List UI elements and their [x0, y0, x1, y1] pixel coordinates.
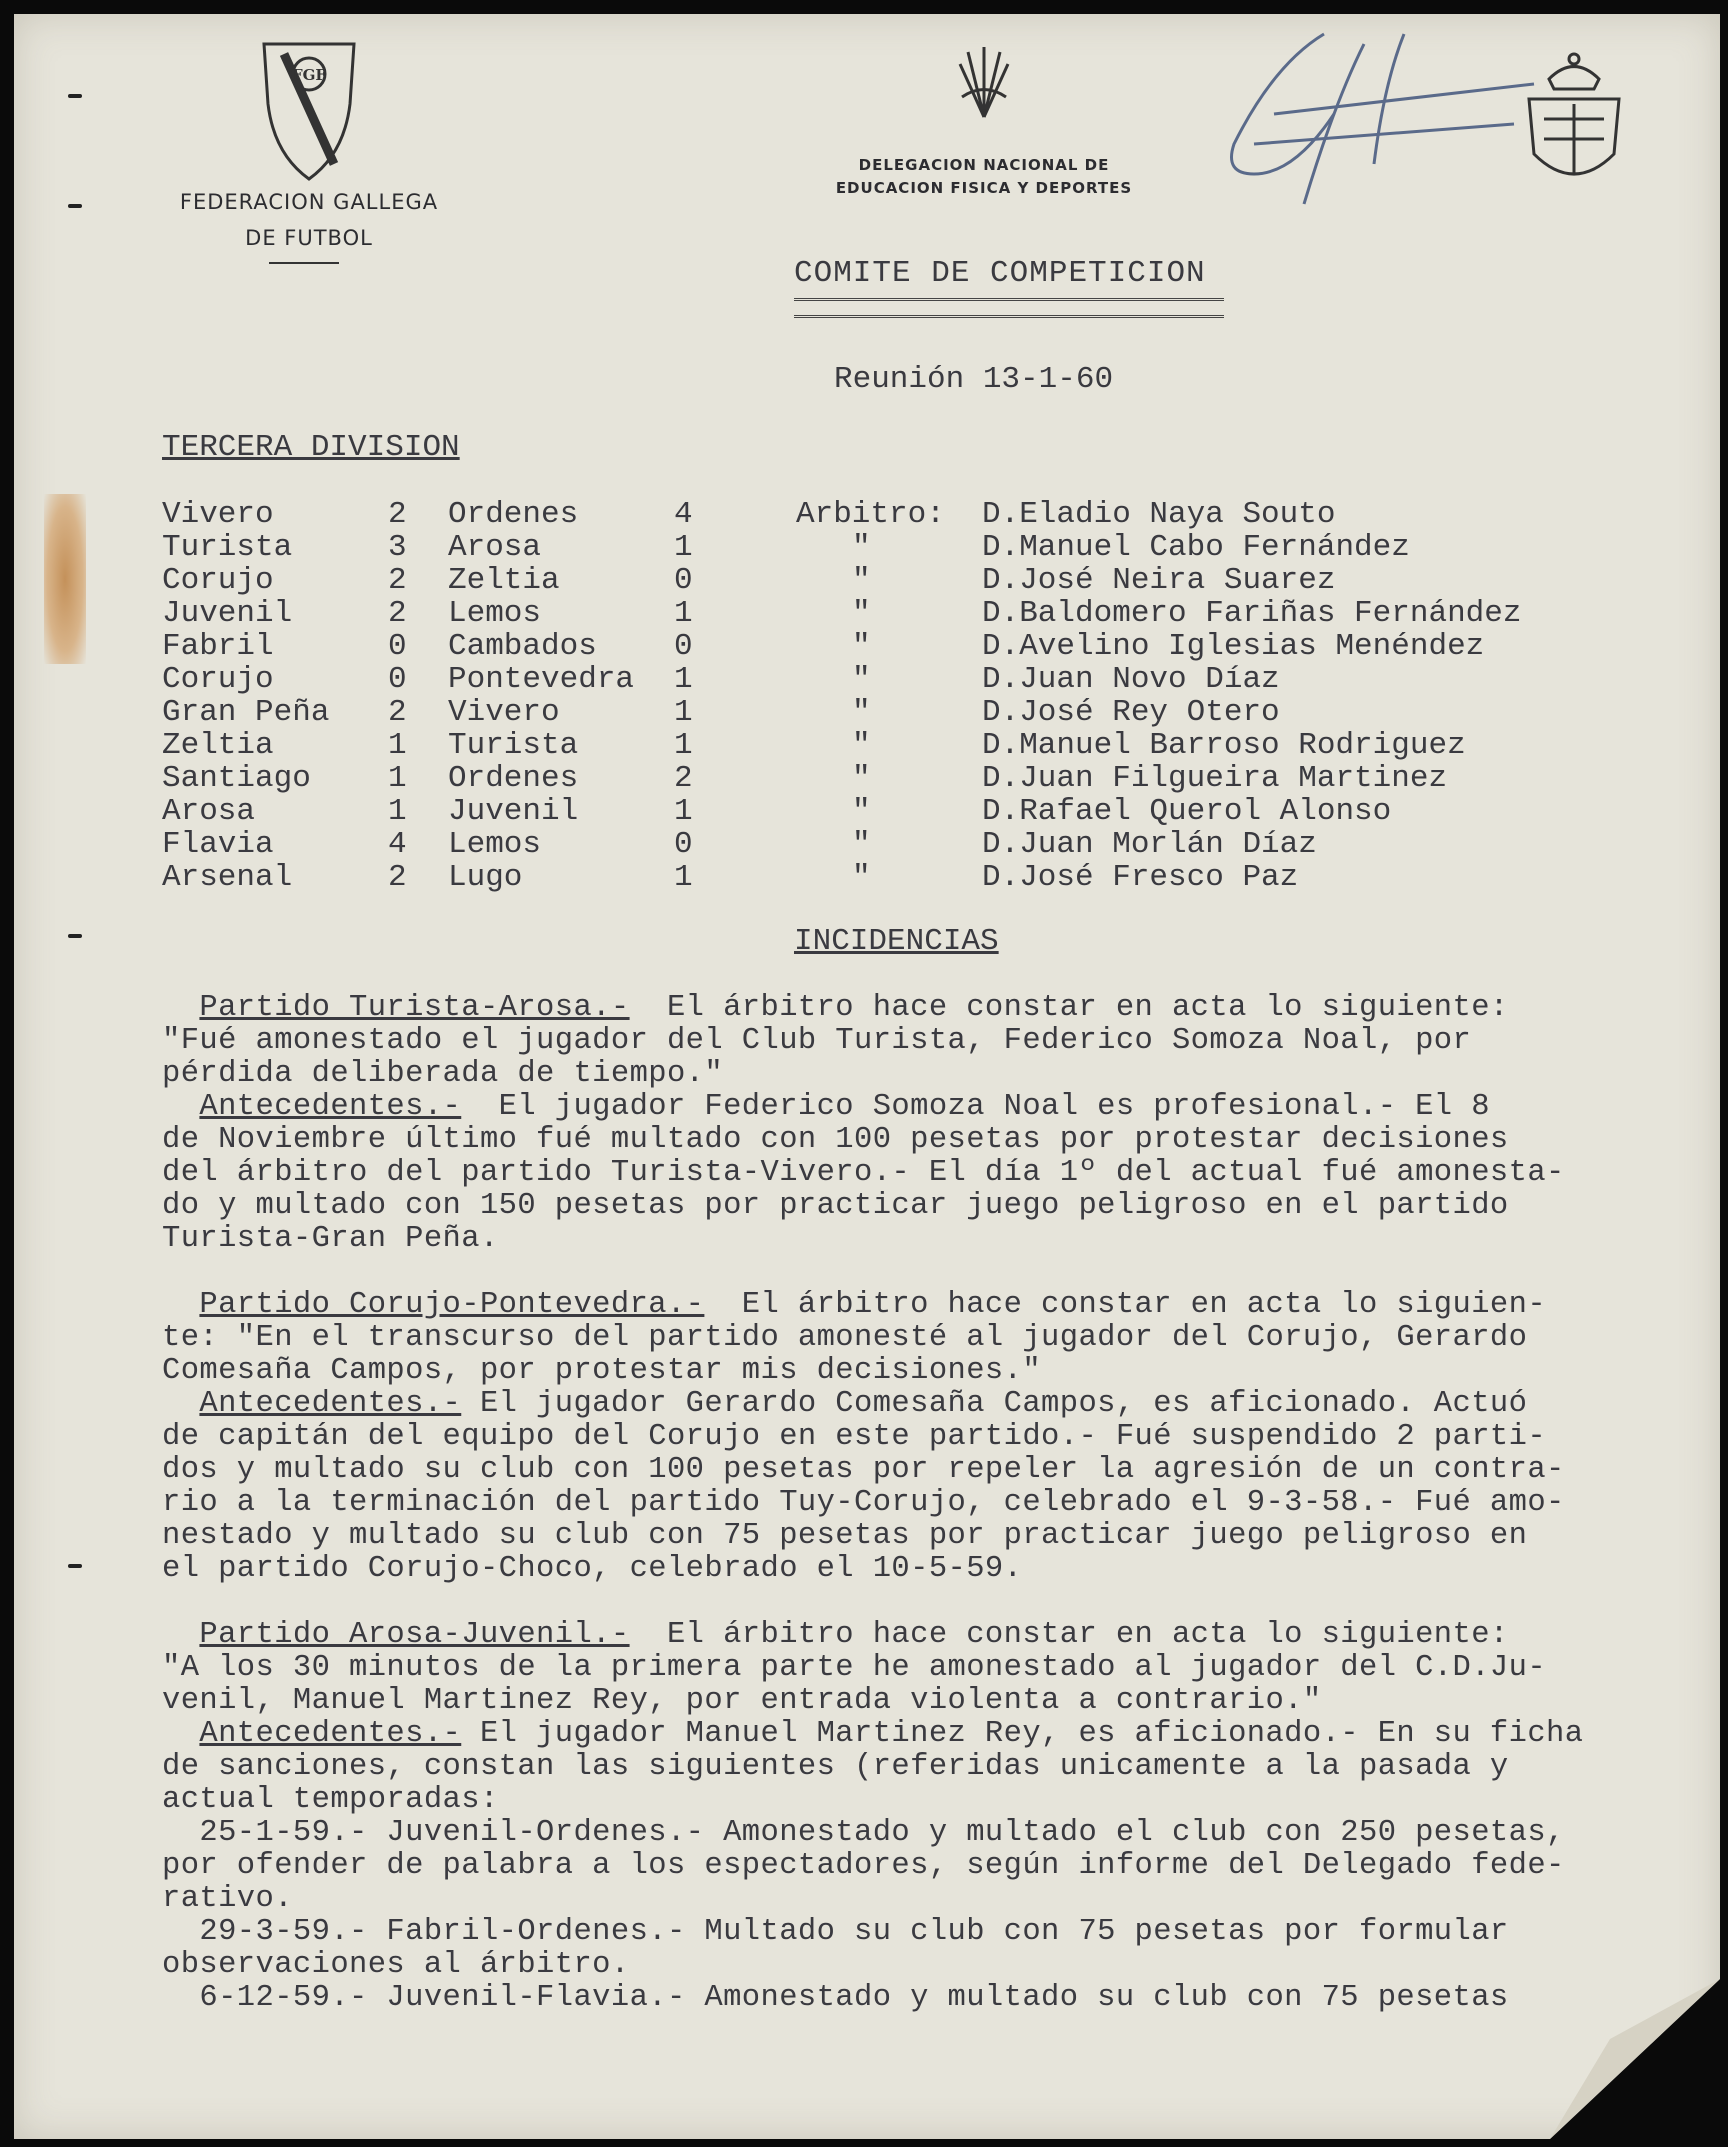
away-goals: 2 [674, 761, 693, 796]
paragraph-gap [162, 1256, 1720, 1289]
federation-name-line2: DE FUTBOL [245, 226, 373, 250]
home-goals: 2 [388, 695, 407, 730]
away-team: Turista [448, 728, 579, 763]
indent [162, 991, 199, 1025]
home-goals: 2 [388, 563, 407, 598]
referee-name: D.Avelino Iglesias Menéndez [982, 629, 1485, 664]
away-team: Arosa [448, 530, 542, 565]
away-goals: 1 [674, 794, 693, 829]
ditto-mark: " [852, 596, 871, 631]
text-line [162, 1751, 1720, 1784]
away-goals: 0 [674, 827, 693, 862]
line-text: Turista-Gran Peña. [162, 1222, 499, 1256]
home-team: Arsenal [162, 860, 293, 895]
away-goals: 0 [674, 629, 693, 664]
line-text: "Fué amonestado el jugador del Club Turista, Federico Somoza Noal, por [162, 1024, 1472, 1058]
line-text: dos y multado su club con 100 pesetas por repeler la agresión de un contra- [162, 1453, 1565, 1487]
underlined-heading: Antecedentes.- [199, 1387, 462, 1421]
away-team: Lemos [448, 596, 542, 631]
text-line [162, 1619, 1720, 1652]
line-text: te: "En el transcurso del partido amonesté al jugador del Corujo, Gerardo [162, 1321, 1528, 1355]
line-text: El jugador Federico Somoza Noal es profesional.- El 8 [461, 1090, 1490, 1124]
text-line [162, 1916, 1720, 1949]
referee-name: D.José Rey Otero [982, 695, 1280, 730]
line-text: de capitán del equipo del Corujo en este partido.- Fué suspendido 2 parti- [162, 1420, 1547, 1454]
home-team: Corujo [162, 563, 274, 598]
line-text: do y multado con 150 pesetas por practicar juego peligroso en el partido [162, 1189, 1509, 1223]
text-line [162, 1190, 1720, 1223]
delegation-name-line2: EDUCACION FISICA Y DEPORTES [835, 179, 1133, 197]
ditto-mark: " [852, 563, 871, 598]
line-text: del árbitro del partido Turista-Vivero.- El día 1º del actual fué amonesta- [162, 1156, 1565, 1190]
referee-name: D.Juan Morlán Díaz [982, 827, 1317, 862]
away-team: Cambados [448, 629, 597, 664]
text-line [162, 1421, 1720, 1454]
text-line [162, 1487, 1720, 1520]
underlined-heading: Partido Arosa-Juvenil.- [199, 1618, 630, 1652]
referee-name: D.Rafael Querol Alonso [982, 794, 1392, 829]
line-text: observaciones al árbitro. [162, 1948, 630, 1982]
referee-name: D.Juan Filgueira Martinez [982, 761, 1448, 796]
ditto-mark: " [852, 761, 871, 796]
away-goals: 1 [674, 695, 693, 730]
home-goals: 2 [388, 497, 407, 532]
away-goals: 1 [674, 728, 693, 763]
text-line [162, 1817, 1720, 1850]
document-page [14, 14, 1720, 2139]
line-text: El jugador Gerardo Comesaña Campos, es aficionado. Actuó [461, 1387, 1528, 1421]
home-team: Arosa [162, 794, 256, 829]
text-line [162, 1685, 1720, 1718]
text-line [162, 1520, 1720, 1553]
text-line [162, 1982, 1720, 2015]
referee-name: D.José Fresco Paz [982, 860, 1299, 895]
ditto-mark: " [852, 662, 871, 697]
away-team: Ordenes [448, 497, 579, 532]
ditto-mark: " [852, 530, 871, 565]
referee-label: Arbitro: [796, 497, 945, 532]
ditto-mark: " [852, 827, 871, 862]
meeting-date: Reunión 13-1-60 [834, 362, 1114, 397]
away-goals: 1 [674, 662, 693, 697]
home-goals: 4 [388, 827, 407, 862]
away-goals: 1 [674, 530, 693, 565]
text-line [162, 1454, 1720, 1487]
binder-hole-mark [68, 934, 82, 938]
underlined-heading: Antecedentes.- [199, 1090, 462, 1124]
ditto-mark: " [852, 794, 871, 829]
text-line [162, 1949, 1720, 1982]
away-goals: 4 [674, 497, 693, 532]
page-title: COMITE DE COMPETICION [794, 256, 1206, 291]
line-text: por ofender de palabra a los espectadores, según informe del Delegado fede- [162, 1849, 1565, 1883]
binder-hole-mark [68, 94, 82, 98]
home-team: Santiago [162, 761, 311, 796]
home-goals: 1 [388, 728, 407, 763]
federation-name-line1: FEDERACION GALLEGA [179, 190, 439, 214]
binder-hole-mark [68, 1564, 82, 1568]
line-text: nestado y multado su club con 75 pesetas por practicar juego peligroso en [162, 1519, 1528, 1553]
line-text: El árbitro hace constar en acta lo siguiente: [629, 1618, 1509, 1652]
delegation-name [814, 154, 1154, 200]
text-line [162, 1652, 1720, 1685]
away-team: Zeltia [448, 563, 560, 598]
line-text: 6-12-59.- Juvenil-Flavia.- Amonestado y multado su club con 75 pesetas [162, 1981, 1509, 2015]
ditto-mark: " [852, 860, 871, 895]
referee-name: D.Manuel Barroso Rodriguez [982, 728, 1466, 763]
line-text: de sanciones, constan las siguientes (referidas unicamente a la pasada y [162, 1750, 1509, 1784]
underlined-heading: Partido Corujo-Pontevedra.- [199, 1288, 705, 1322]
paragraph-gap [162, 1586, 1720, 1619]
indent [162, 1387, 199, 1421]
home-goals: 2 [388, 596, 407, 631]
division-heading: TERCERA DIVISION [162, 430, 460, 465]
binder-hole-mark [68, 204, 82, 208]
ditto-mark: " [852, 728, 871, 763]
federation-crest-icon [254, 34, 364, 184]
line-text: 25-1-59.- Juvenil-Ordenes.- Amonestado y multado el club con 250 pesetas, [162, 1816, 1565, 1850]
home-goals: 0 [388, 629, 407, 664]
line-text: rativo. [162, 1882, 293, 1916]
text-line [162, 1388, 1720, 1421]
line-text: actual temporadas: [162, 1783, 499, 1817]
away-team: Ordenes [448, 761, 579, 796]
svg-text:FGF: FGF [291, 66, 327, 84]
line-text: El jugador Manuel Martinez Rey, es aficionado.- En su ficha [461, 1717, 1584, 1751]
line-text: El árbitro hace constar en acta lo siguien- [704, 1288, 1547, 1322]
away-team: Vivero [448, 695, 560, 730]
text-line [162, 1223, 1720, 1256]
indent [162, 1717, 199, 1751]
rfef-crest-icon [1514, 44, 1634, 204]
text-line [162, 1091, 1720, 1124]
line-text: Comesaña Campos, por protestar mis decisiones." [162, 1354, 1042, 1388]
text-line [162, 1553, 1720, 1586]
underlined-heading: Partido Turista-Arosa.- [199, 991, 630, 1025]
text-line [162, 1289, 1720, 1322]
line-text: el partido Corujo-Choco, celebrado el 10-5-59. [162, 1552, 1023, 1586]
home-goals: 3 [388, 530, 407, 565]
home-goals: 0 [388, 662, 407, 697]
handwritten-signature [1214, 24, 1544, 224]
line-text: rio a la terminación del partido Tuy-Corujo, celebrado el 9-3-58.- Fué amo- [162, 1486, 1565, 1520]
home-goals: 2 [388, 860, 407, 895]
yoke-arrows-emblem-icon [954, 42, 1014, 122]
away-team: Juvenil [448, 794, 579, 829]
text-line [162, 1850, 1720, 1883]
home-goals: 1 [388, 761, 407, 796]
away-goals: 0 [674, 563, 693, 598]
delegation-name-line1: DELEGACION NACIONAL DE [858, 156, 1110, 174]
away-team: Pontevedra [448, 662, 635, 697]
text-line [162, 1157, 1720, 1190]
text-line [162, 1124, 1720, 1157]
incidents-heading: INCIDENCIAS [794, 924, 999, 959]
home-team: Flavia [162, 827, 274, 862]
indent [162, 1288, 199, 1322]
paper-stain [44, 494, 86, 664]
home-team: Juvenil [162, 596, 293, 631]
line-text: El árbitro hace constar en acta lo siguiente: [629, 991, 1509, 1025]
away-goals: 1 [674, 860, 693, 895]
away-goals: 1 [674, 596, 693, 631]
home-team: Gran Peña [162, 695, 330, 730]
home-team: Vivero [162, 497, 274, 532]
home-goals: 1 [388, 794, 407, 829]
text-line [162, 1322, 1720, 1355]
referee-name: D.Baldomero Fariñas Fernández [982, 596, 1522, 631]
home-team: Turista [162, 530, 293, 565]
text-line [162, 1784, 1720, 1817]
federation-name [144, 184, 474, 256]
divider [269, 262, 339, 264]
line-text: "A los 30 minutos de la primera parte he amonestado al jugador del C.D.Ju- [162, 1651, 1547, 1685]
home-team: Fabril [162, 629, 274, 664]
referee-name: D.José Neira Suarez [982, 563, 1336, 598]
home-team: Zeltia [162, 728, 274, 763]
referee-name: D.Eladio Naya Souto [982, 497, 1336, 532]
text-line [162, 1025, 1720, 1058]
referee-name: D.Manuel Cabo Fernández [982, 530, 1410, 565]
away-team: Lemos [448, 827, 542, 862]
incidents-body [162, 992, 1720, 2015]
referee-name: D.Juan Novo Díaz [982, 662, 1280, 697]
folded-corner [1550, 1979, 1720, 2139]
underlined-heading: Antecedentes.- [199, 1717, 462, 1751]
text-line [162, 1355, 1720, 1388]
away-team: Lugo [448, 860, 523, 895]
title-double-underline [794, 298, 1224, 318]
line-text: venil, Manuel Martinez Rey, por entrada violenta a contrario." [162, 1684, 1322, 1718]
text-line [162, 1718, 1720, 1751]
ditto-mark: " [852, 629, 871, 664]
indent [162, 1090, 199, 1124]
line-text: de Noviembre último fué multado con 100 pesetas por protestar decisiones [162, 1123, 1509, 1157]
indent [162, 1618, 199, 1652]
text-line [162, 1883, 1720, 1916]
ditto-mark: " [852, 695, 871, 730]
line-text: 29-3-59.- Fabril-Ordenes.- Multado su club con 75 pesetas por formular [162, 1915, 1509, 1949]
text-line [162, 1058, 1720, 1091]
text-line [162, 992, 1720, 1025]
home-team: Corujo [162, 662, 274, 697]
line-text: pérdida deliberada de tiempo." [162, 1057, 724, 1091]
